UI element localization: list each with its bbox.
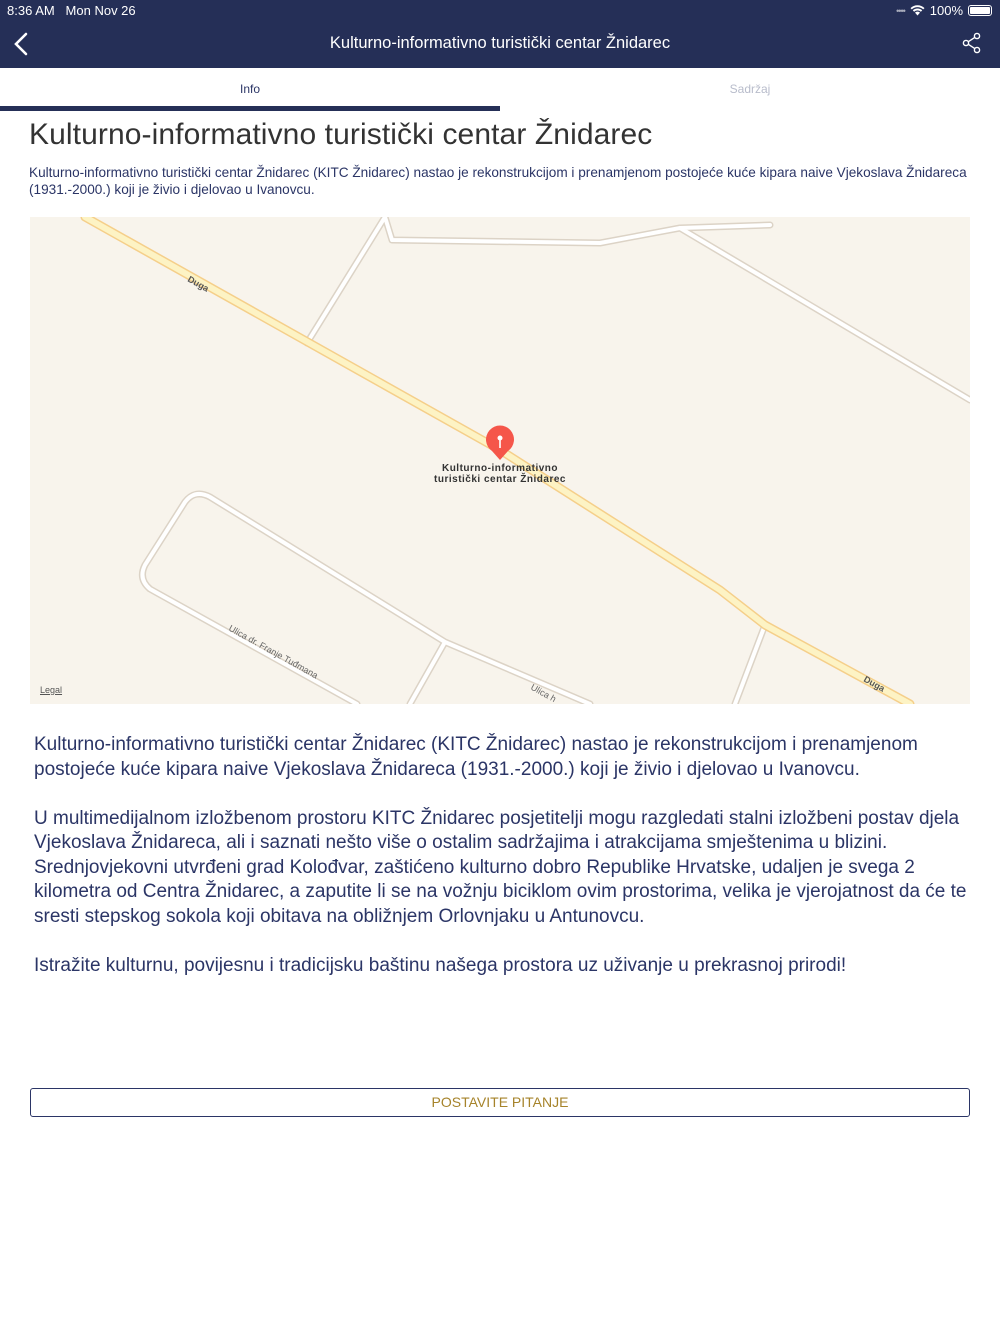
nav-title: Kulturno-informativno turistički centar Žnidarec [329, 34, 671, 52]
street-label-duga: Duga [186, 274, 211, 294]
map-roads [30, 217, 970, 704]
share-icon[interactable] [962, 32, 982, 54]
paragraph: Istražite kulturnu, povijesnu i tradicijsku baštinu našega prostora uz uživanje u prekrasnoj prirodi! [34, 954, 847, 976]
signal-icon: •••• [896, 5, 905, 16]
status-indicators [896, 3, 992, 18]
battery-percent: 100% [929, 3, 963, 18]
ask-question-button[interactable]: POSTAVITE PITANJE [30, 1088, 970, 1117]
street-label-tudmana: Ulica dr. Franje Tuđmana [227, 623, 320, 681]
intro-text: Kulturno-informativno turistički centar Žnidarec (KITC Žnidarec) nastao je rekonstrukcijom i prenamjenom postojeće kuće kipara naive Vjekoslava Žnidareca (1931.-2000.) koji je živio i djelovao u Ivanovcu. [29, 165, 967, 197]
pin-label: Kulturno-informativno turistički centar Žnidarec [434, 463, 566, 485]
battery-icon [968, 5, 992, 16]
status-time: 8:36 AM Mon Nov 26 [7, 3, 136, 18]
tab-sadrzaj[interactable]: Sadržaj [729, 82, 771, 96]
road [142, 494, 590, 704]
description [34, 733, 969, 1003]
road [385, 217, 970, 400]
top-bar [0, 0, 1000, 68]
page-title: Kulturno-informativno turistički centar Žnidarec [29, 118, 653, 151]
street-label-duga-2: Duga [862, 674, 887, 694]
paragraph: U multimedijalnom izložbenom prostoru KITC Žnidarec posjetitelji mogu razgledati stalni izložbeni postav djela Vjekoslava Žnidareca, ali i saznati nešto više o ostalim sadržajima i atrakcijama smještenima u blizini. Srednjovjekovni utvrđeni grad Kolođvar, zaštićeno kulturno dobro Republike Hrvatske, udaljen je svega 2 kilometra od Centra Žnidarec, a zaputite li se na vožnju biciklom ovim prostorima, velika je vjerojatnost da će te sresti stepskog sokola koji obitava na obližnjem Orlovnjaku u Antunovcu. [34, 807, 967, 927]
map-view[interactable] [30, 217, 970, 704]
paragraph: Kulturno-informativno turistički centar Žnidarec (KITC Žnidarec) nastao je rekonstrukcijom i prenamjenom postojeće kuće kipara naive Vjekoslava Žnidareca (1931.-2000.) koji je živio i djelovao u Ivanovcu. [34, 734, 918, 780]
wifi-icon [910, 5, 925, 16]
legal-link[interactable]: Legal [40, 685, 63, 695]
street-label-ulica-h: Ulica h [529, 682, 558, 704]
active-tab-indicator [0, 106, 500, 111]
tab-info[interactable]: Info [239, 82, 260, 96]
